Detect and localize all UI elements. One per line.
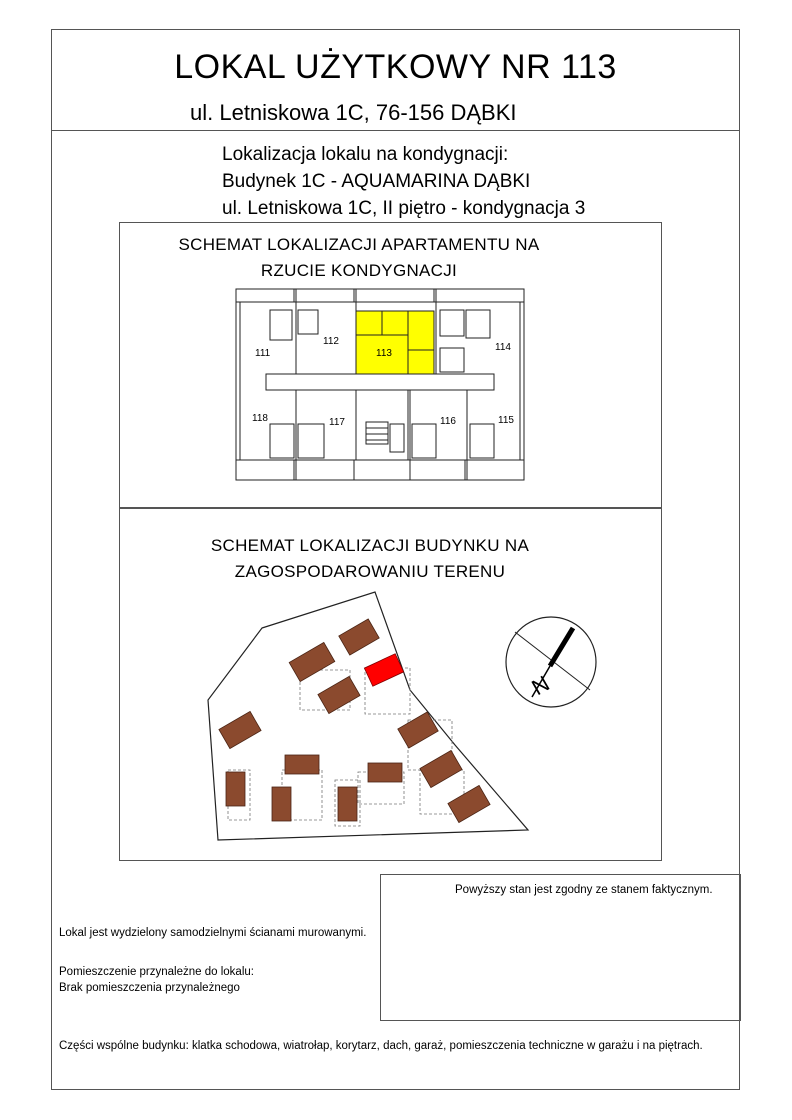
unit-label-111: 111 <box>255 348 271 359</box>
page-title: LOKAL UŻYTKOWY NR 113 <box>174 48 617 86</box>
building-1c-highlight <box>364 654 403 686</box>
location-line-1: Lokalizacja lokalu na kondygnacji: <box>222 144 509 165</box>
building-9 <box>272 787 291 821</box>
building-1 <box>289 642 335 681</box>
unit-label-114: 114 <box>495 342 511 353</box>
walls-note: Lokal jest wydzielony samodzielnymi ścianami murowanymi. <box>59 927 367 939</box>
unit-label-115: 115 <box>498 415 514 426</box>
building-12 <box>368 763 402 782</box>
building-4 <box>219 711 261 748</box>
north-label: N <box>527 670 554 701</box>
unit-label-118: 118 <box>252 413 268 424</box>
location-line-2: Budynek 1C - AQUAMARINA DĄBKI <box>222 171 531 192</box>
annex-label: Pomieszczenie przynależne do lokalu: <box>59 966 254 978</box>
building-8 <box>226 772 245 806</box>
annex-value: Brak pomieszczenia przynależnego <box>59 982 240 994</box>
site-plan-title-line-1: SCHEMAT LOKALIZACJI BUDYNKU NA <box>210 536 530 555</box>
building-7 <box>448 785 490 822</box>
statement-text: Powyższy stan jest zgodny ze stanem faktycznym. <box>455 884 713 896</box>
building-6 <box>420 750 462 787</box>
location-line-3: ul. Letniskowa 1C, II piętro - kondygnacja 3 <box>222 198 586 219</box>
page-address: ul. Letniskowa 1C, 76-156 DĄBKI <box>190 100 517 125</box>
building-2 <box>339 619 379 655</box>
building-10 <box>285 755 319 774</box>
floor-plan-title-line-2: RZUCIE KONDYGNACJI <box>260 261 458 280</box>
unit-label-116: 116 <box>440 416 456 427</box>
building-11 <box>338 787 357 821</box>
floor-plan-title-line-1: SCHEMAT LOKALIZACJI APARTAMENTU NA <box>178 235 540 254</box>
unit-label-117: 117 <box>329 417 345 428</box>
unit-label-112: 112 <box>323 336 339 347</box>
unit-label-113: 113 <box>376 348 392 359</box>
building-3 <box>318 676 360 713</box>
site-plan-title-line-2: ZAGOSPODAROWANIU TERENU <box>234 562 506 581</box>
common-parts-note: Części wspólne budynku: klatka schodowa, wiatrołap, korytarz, dach, garaż, pomieszczenia techniczne w garażu i na piętrach. <box>59 1040 703 1052</box>
statement-box <box>380 874 741 1021</box>
